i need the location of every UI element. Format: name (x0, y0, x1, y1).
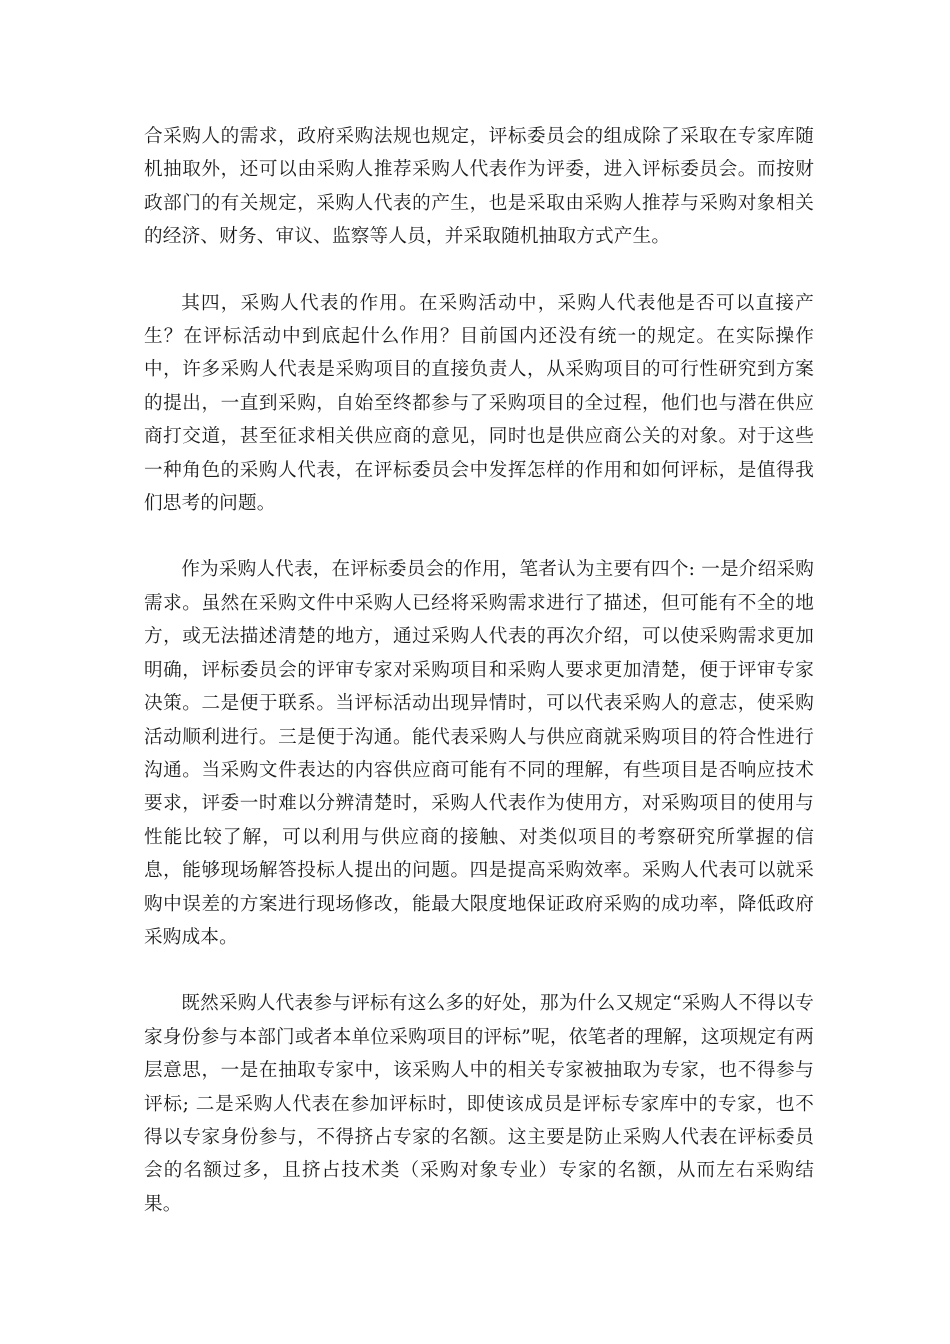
paragraph-four-functions: 作为采购人代表，在评标委员会的作用，笔者认为主要有四个: 一是介绍采购需求。虽然在采购文件中采购人已经将采购需求进行了描述，但可能有不全的地方，或无法描述清楚的地方，通过采购人代表的再次介绍，可以使采购需求更加明确，评标委员会的评审专家对采购项目和采购人要求更加清楚，便于评审专家决策。二是便于联系。当评标活动出现异情时，可以代表采购人的意志，使采购活动顺利进行。三是便于沟通。能代表采购人与供应商就采购项目的符合性进行沟通。当采购文件表达的内容供应商可能有不同的理解，有些项目是否响应技术要求，评委一时难以分辨清楚时，采购人代表作为使用方，对采购项目的使用与性能比较了解，可以利用与供应商的接触、对类似项目的考察研究所掌握的信息，能够现场解答投标人提出的问题。四是提高采购效率。采购人代表可以就采购中误差的方案进行现场修改，能最大限度地保证政府采购的成功率，降低政府采购成本。 (144, 559, 814, 948)
paragraph-continuation: 合采购人的需求，政府采购法规也规定，评标委员会的组成除了采取在专家库随机抽取外，还可以由采购人推荐采购人代表作为评委，进入评标委员会。而按财政部门的有关规定，采购人代表的产生，也是采取由采购人推荐与采购对象相关的经济、财务、审议、监察等人员，并采取随机抽取方式产生。 (144, 126, 814, 248)
document-body (144, 120, 814, 1221)
paragraph-role-of-representative: 其四，采购人代表的作用。在采购活动中，采购人代表他是否可以直接产生？在评标活动中到底起什么作用？目前国内还没有统一的规定。在实际操作中，许多采购人代表是采购项目的直接负责人，从采购项目的可行性研究到方案的提出，一直到采购，自始至终都参与了采购项目的全过程，他们也与潜在供应商打交道，甚至征求相关供应商的意见，同时也是供应商公关的对象。对于这些一种角色的采购人代表，在评标委员会中发挥怎样的作用和如何评标，是值得我们思考的问题。 (144, 292, 814, 515)
paragraph-expert-restriction: 既然采购人代表参与评标有这么多的好处，那为什么又规定“采购人不得以专家身份参与本部门或者本单位采购项目的评标”呢，依笔者的理解，这项规定有两层意思，一是在抽取专家中，该采购人中的相关专家被抽取为专家，也不得参与评标; 二是采购人代表在参加评标时，即使该成员是评标专家库中的专家，也不得以专家身份参与，不得挤占专家的名额。这主要是防止采购人代表在评标委员会的名额过多，且挤占技术类（采购对象专业）专家的名额，从而左右采购结果。 (144, 993, 814, 1215)
